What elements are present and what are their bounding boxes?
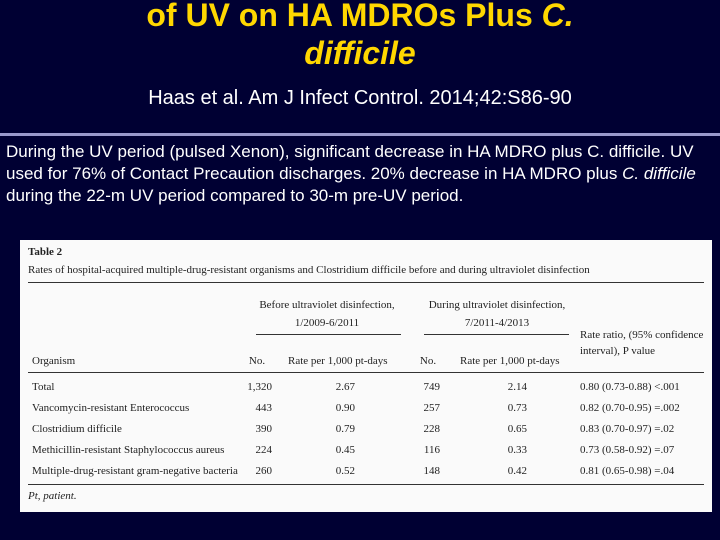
col-header-no-before: No. xyxy=(248,355,266,367)
table-rule-bottom xyxy=(28,484,704,485)
divider xyxy=(0,133,720,136)
header-before-period-line2: 1/2009-6/2011 xyxy=(294,317,360,329)
table-rule-top xyxy=(28,282,704,283)
table-rule-header xyxy=(28,372,704,373)
results-table: Table 2 Rates of hospital-acquired multiple-drug-resistant organisms and Clostridium difficile before and during ultraviolet disinfection Before ultraviolet disinfection, 1/2009-6/2011 During ultraviolet disinfection, 7/2011-4/2013 Rate ratio, (95% confidence interval), P value Organism No. Rate per 1,000 pt-days No. Rate per 1,000 pt-days Total 1,320 2.67 749 2.14 0.80 (0.73-0.88) <.001 Vancomycin-resistant Enterococcus 443 0.90 257 0.73 0.82 (0.70-0.95) =.002 Clostridium difficile 390 0.79 228 0.65 0.83 (0.70-0.97) =.02 Methicillin-resistant Staphylococcus aureus 224 0.45 116 0.33 0.73 (0.58-0.92) =.07 Multiple-drug-resistant gram-negative bacteria 260 0.52 148 0.42 0.81 (0.65-0.98) =.04 Pt, patient. xyxy=(20,240,712,512)
header-rate-ratio-line2: interval), P value xyxy=(580,345,656,357)
header-during-period-line1: During ultraviolet disinfection, xyxy=(428,299,566,311)
col-header-organism: Organism xyxy=(32,355,76,367)
group-rule-during xyxy=(424,334,569,335)
table-caption: Rates of hospital-acquired multiple-drug-resistant organisms and Clostridium difficile before and during ultraviolet disinfection xyxy=(28,264,590,276)
table-footnote: Pt, patient. xyxy=(28,490,77,502)
summary-text: During the UV period (pulsed Xenon), significant decrease in HA MDRO plus C. difficile. UV used for 76% of Contact Precaution discharges. 20% decrease in HA MDRO plus C. difficile during the 22-m UV period compared to 30-m pre-UV period. xyxy=(6,142,696,205)
header-during-period-line2: 7/2011-4/2013 xyxy=(464,317,530,329)
table-label: Table 2 xyxy=(28,246,63,258)
header-before-period-line1: Before ultraviolet disinfection, xyxy=(259,299,395,311)
title-line-1: of UV on HA MDROs Plus C. xyxy=(146,0,574,33)
title-line-2: difficile xyxy=(304,35,416,71)
slide-title xyxy=(0,0,720,72)
col-header-rate-during: Rate per 1,000 pt-days xyxy=(460,355,560,367)
col-header-rate-before: Rate per 1,000 pt-days xyxy=(288,355,388,367)
col-header-no-during: No. xyxy=(419,355,437,367)
citation: Haas et al. Am J Infect Control. 2014;42:S86-90 xyxy=(148,87,572,109)
header-rate-ratio-line1: Rate ratio, (95% confidence xyxy=(580,329,704,341)
group-rule-before xyxy=(256,334,401,335)
